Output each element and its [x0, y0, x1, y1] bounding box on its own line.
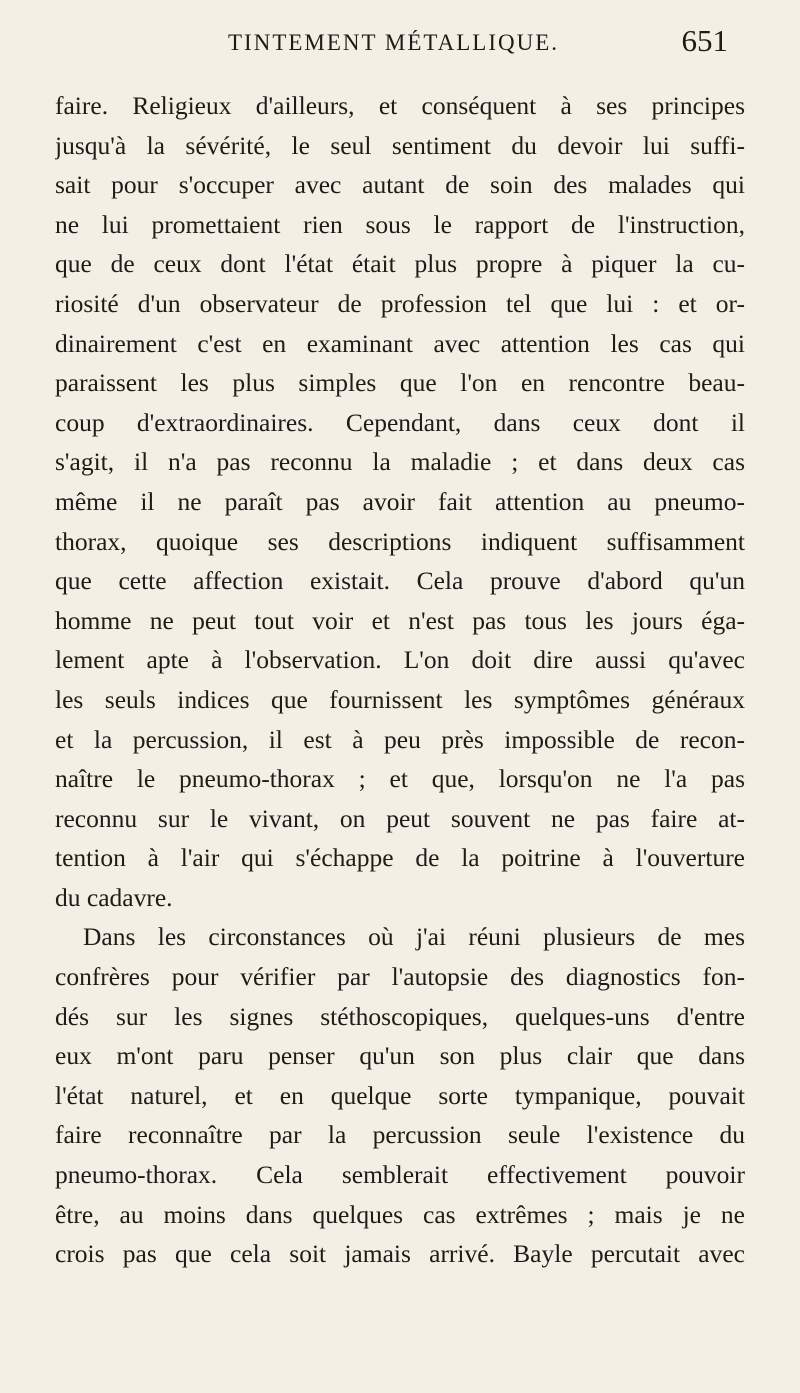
paragraph-end-line: du cadavre. — [55, 882, 173, 912]
text-line: que de ceux dont l'état était plus propre à piquer la cu- — [55, 249, 745, 279]
paragraph-start-line: Dans les circonstances où j'ai réuni plusieurs de mes — [83, 922, 745, 952]
text-line: thorax, quoique ses descriptions indiquent suffisamment — [55, 526, 745, 556]
text-line: même il ne paraît pas avoir fait attention au pneumo- — [55, 486, 745, 516]
text-line: les seuls indices que fournissent les symptômes généraux — [55, 684, 745, 714]
text-line: dinairement c'est en examinant avec attention les cas qui — [55, 328, 745, 358]
text-line: pneumo-thorax. Cela semblerait effectivement pouvoir — [55, 1160, 745, 1190]
text-line: faire reconnaître par la percussion seule l'existence du — [55, 1120, 745, 1150]
page-number: 651 — [681, 23, 728, 58]
text-line: dés sur les signes stéthoscopiques, quelques-uns d'entre — [55, 1001, 745, 1031]
text-line: lement apte à l'observation. L'on doit dire aussi qu'avec — [55, 645, 745, 675]
text-line: ne lui promettaient rien sous le rapport de l'instruction, — [55, 209, 745, 239]
text-line: faire. Religieux d'ailleurs, et conséquent à ses principes — [55, 91, 745, 120]
text-line: confrères pour vérifier par l'autopsie des diagnostics fon- — [55, 962, 745, 992]
text-line: homme ne peut tout voir et n'est pas tous les jours éga- — [55, 605, 745, 635]
text-line: riosité d'un observateur de profession tel que lui : et or- — [55, 288, 745, 318]
text-line: reconnu sur le vivant, on peut souvent ne pas faire at- — [55, 803, 745, 833]
text-line: s'agit, il n'a pas reconnu la maladie ; et dans deux cas — [55, 447, 745, 477]
text-line: sait pour s'occuper avec autant de soin des malades qui — [55, 170, 745, 200]
text-line: coup d'extraordinaires. Cependant, dans ceux dont il — [55, 407, 745, 437]
text-line: crois pas que cela soit jamais arrivé. Bayle percutait avec — [55, 1239, 745, 1269]
running-title: TINTEMENT MÉTALLIQUE. — [228, 30, 560, 55]
text-line: l'état naturel, et en quelque sorte tympanique, pouvait — [55, 1080, 745, 1110]
text-line: naître le pneumo-thorax ; et que, lorsqu'on ne l'a pas — [55, 764, 745, 794]
text-line: eux m'ont paru penser qu'un son plus clair que dans — [55, 1041, 745, 1071]
running-head — [228, 20, 728, 60]
text-line: et la percussion, il est à peu près impossible de recon- — [55, 724, 745, 754]
text-line: tention à l'air qui s'échappe de la poitrine à l'ouverture — [55, 843, 745, 873]
text-line: être, au moins dans quelques cas extrêmes ; mais je ne — [55, 1199, 745, 1229]
text-line: jusqu'à la sévérité, le seul sentiment du devoir lui suffi- — [55, 130, 745, 160]
text-line: que cette affection existait. Cela prouve d'abord qu'un — [55, 566, 745, 596]
body-text — [55, 86, 745, 1274]
text-line: paraissent les plus simples que l'on en rencontre beau- — [55, 368, 745, 398]
